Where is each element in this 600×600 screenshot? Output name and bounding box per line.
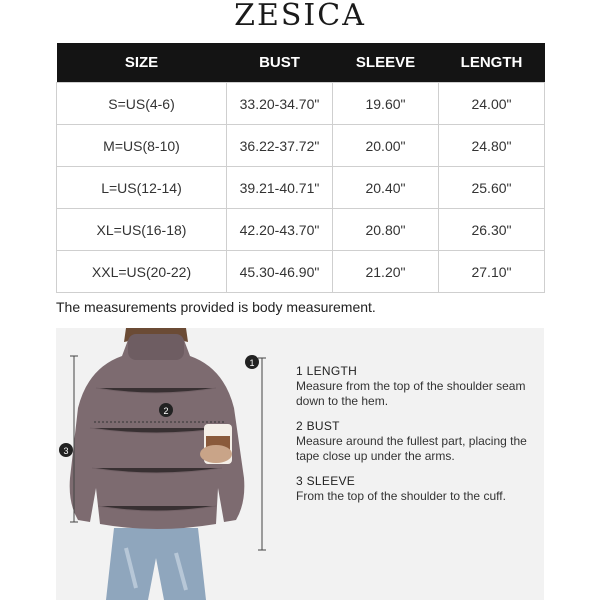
table-row — [57, 83, 545, 125]
cell-sleeve: 20.00" — [333, 125, 439, 167]
table-row — [57, 125, 545, 167]
instruction-length — [296, 364, 536, 409]
cell-bust: 39.21-40.71" — [227, 167, 333, 209]
size-chart-table — [56, 43, 545, 293]
svg-text:3: 3 — [63, 446, 69, 456]
cell-sleeve: 20.80" — [333, 209, 439, 251]
model-hand — [200, 445, 232, 463]
measurement-note: The measurements provided is body measurement. — [56, 299, 376, 315]
cell-size: S=US(4-6) — [57, 83, 227, 125]
cell-bust: 45.30-46.90" — [227, 251, 333, 293]
cell-length: 27.10" — [439, 251, 545, 293]
svg-text:2: 2 — [163, 406, 169, 416]
table-header-row — [57, 43, 545, 83]
table-row — [57, 209, 545, 251]
brand-logo: ZESICA — [234, 0, 366, 33]
instruction-desc: Measure from the top of the shoulder seam down to the hem. — [296, 379, 526, 408]
cell-bust: 42.20-43.70" — [227, 209, 333, 251]
cell-length: 24.00" — [439, 83, 545, 125]
model-illustration — [56, 328, 296, 600]
header-bust: BUST — [227, 43, 333, 83]
header-length: LENGTH — [439, 43, 545, 83]
instruction-title: 3 SLEEVE — [296, 474, 356, 488]
cell-length: 25.60" — [439, 167, 545, 209]
jeans-shape — [106, 528, 206, 600]
cell-length: 26.30" — [439, 209, 545, 251]
instruction-sleeve — [296, 474, 536, 504]
instruction-desc: From the top of the shoulder to the cuff. — [296, 489, 506, 503]
cell-size: M=US(8-10) — [57, 125, 227, 167]
svg-text:1: 1 — [249, 358, 255, 368]
cell-sleeve: 21.20" — [333, 251, 439, 293]
instruction-title: 1 LENGTH — [296, 364, 358, 378]
header-size: SIZE — [57, 43, 227, 83]
turtleneck — [128, 334, 184, 360]
marker-2 — [159, 403, 173, 417]
table-row — [57, 251, 545, 293]
instruction-bust — [296, 419, 536, 464]
cell-sleeve: 20.40" — [333, 167, 439, 209]
cell-sleeve: 19.60" — [333, 83, 439, 125]
marker-3 — [59, 443, 73, 457]
measurement-guide-panel — [56, 328, 544, 600]
header-sleeve: SLEEVE — [333, 43, 439, 83]
cell-length: 24.80" — [439, 125, 545, 167]
cell-size: L=US(12-14) — [57, 167, 227, 209]
cell-size: XXL=US(20-22) — [57, 251, 227, 293]
cell-bust: 36.22-37.72" — [227, 125, 333, 167]
instruction-desc: Measure around the fullest part, placing the tape close up under the arms. — [296, 434, 527, 463]
table-row — [57, 167, 545, 209]
marker-1 — [245, 355, 259, 369]
cell-bust: 33.20-34.70" — [227, 83, 333, 125]
instruction-title: 2 BUST — [296, 419, 340, 433]
measurement-instructions — [296, 364, 536, 514]
cell-size: XL=US(16-18) — [57, 209, 227, 251]
